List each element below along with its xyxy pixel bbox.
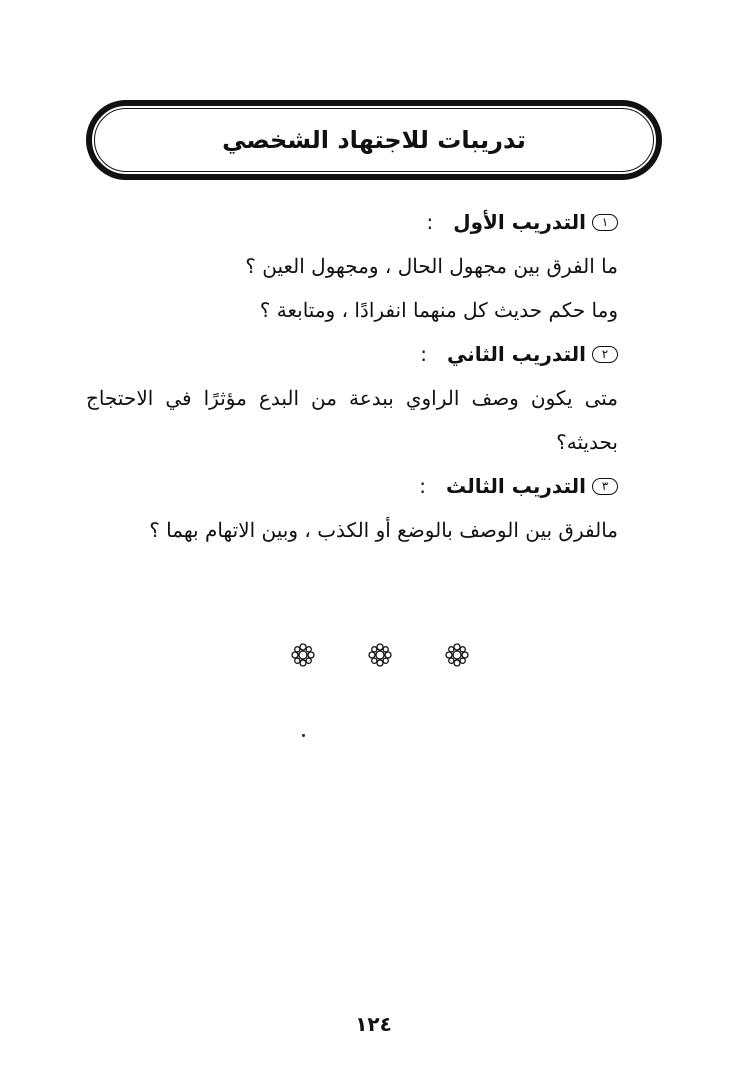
flower-ornament-icon <box>290 642 316 668</box>
exercise-2-heading <box>86 332 618 376</box>
exercise-3-heading <box>86 464 618 508</box>
exercise-2-line-1: متى يكون وصف الراوي ببدعة من البدع مؤثرًا في الاحتجاج <box>86 386 618 410</box>
scan-speck <box>302 734 305 737</box>
exercise-1-colon: : <box>426 210 434 234</box>
exercise-2-title: التدريب الثاني <box>446 342 586 366</box>
exercise-1-number: ١ <box>592 214 618 231</box>
page-number: ١٢٤ <box>355 1012 392 1036</box>
exercise-3-number: ٣ <box>592 478 618 495</box>
exercise-3-title: التدريب الثالث <box>446 474 586 498</box>
exercise-1-heading <box>86 200 618 244</box>
exercise-2-colon: : <box>420 342 427 366</box>
section-divider <box>290 640 470 670</box>
exercise-1-line-2: وما حكم حديث كل منهما انفرادًا ، ومتابعة ؟ <box>259 298 618 322</box>
page-title: تدريبات للاجتهاد الشخصي <box>222 126 526 154</box>
exercise-list <box>86 200 618 552</box>
exercise-1-title: التدريب الأول <box>453 210 586 234</box>
exercise-3-line-1: مالفرق بين الوصف بالوضع أو الكذب ، وبين الاتهام بهما ؟ <box>149 518 618 542</box>
exercise-2-number: ٢ <box>592 346 618 363</box>
exercise-1-line-1: ما الفرق بين مجهول الحال ، ومجهول العين ؟ <box>245 254 618 278</box>
flower-ornament-icon <box>444 642 470 668</box>
title-frame-inner <box>94 108 654 172</box>
flower-ornament-icon <box>367 642 393 668</box>
exercise-2-line-2: بحديثه؟ <box>556 430 618 454</box>
exercise-3-colon: : <box>419 474 427 498</box>
